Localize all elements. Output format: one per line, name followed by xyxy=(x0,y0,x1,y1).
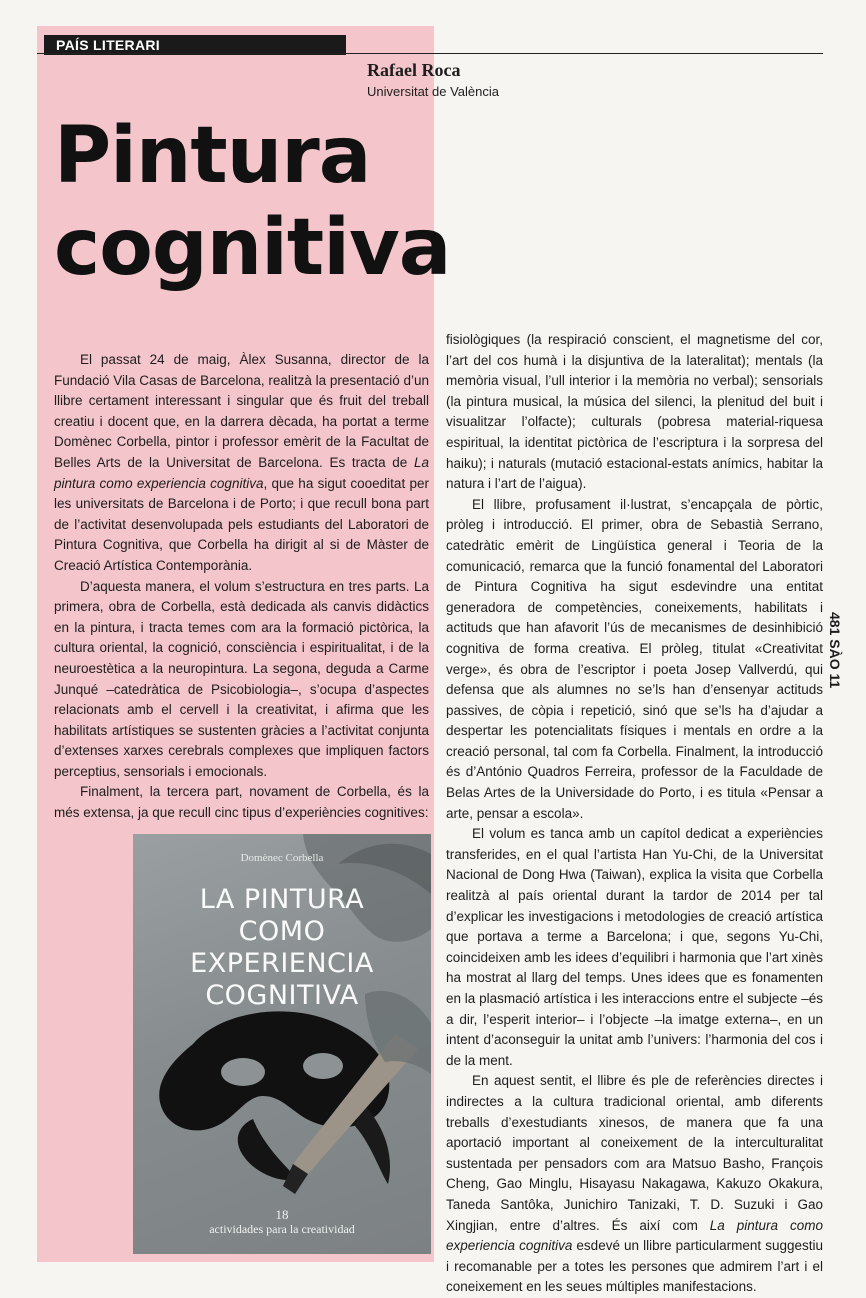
article-title xyxy=(54,110,450,294)
paragraph-text: esdevé un llibre particularment suggestiu i recomanable per a totes les persones que admirem l’art i el coneixement en les seues múltiples manifestacions. xyxy=(446,1238,823,1295)
body-paragraph xyxy=(446,1071,823,1298)
header-rule xyxy=(37,53,823,54)
paragraph-text: El llibre, profusament il·lustrat, s’encapçala de pòrtic, pròleg i introducció. El primer, obra de Sebastià Serrano, catedràtic emèrit de Lingüística general i Teoria de la comunicació, remarca que la funció fonamental del Laboratori de Pintura Cognitiva ha sigut esdevindre una entitat generadora de competències, coneixements, habilitats i actituds que han afavorit l’ús de mecanismes de desinhibició cognitiva de forma creativa. El pròleg, titulat «Creativitat verge», és obra de l’escriptor i poeta Josep Vallverdú, qui defensa que als alumnes no se’ls han d’ensenyar actituds passives, de còpia i repetició, sinó que se’ls ha d’ajudar a despertar les potencialitats físiques i mentals en ordre a la creació personal, tal com fa Corbella. Finalment, la introducció és d’António Quadros Ferreira, professor de la Faculdade de Belas Artes de la Universidade do Porto, i es titula «Pensar a arte, pensar a escola». xyxy=(446,496,823,821)
body-paragraph xyxy=(54,350,429,577)
book-title-line-2: COMO xyxy=(238,916,326,947)
book-title xyxy=(133,884,431,1012)
paragraph-text: D’aquesta manera, el volum s’estructura en tres parts. La primera, obra de Corbella, està dedicada als canvis didàctics en la pintura, i tracta temes com ara la formació pictòrica, la cultura oriental, la cognició, consciència i espiritualitat, i de la neuroestètica a la neuropintura. La segona, deguda a Carme Junqué –catedràtica de Psicobiologia–, s’ocupa d’aspectes relacionats amb el cervell i la creativitat, i afirma que les habilitats artístiques se sustenten gràcies a l’activitat conjunta d’extenses xarxes cerebrals complexes que impliquen factors perceptius, sensorials i emocionals. xyxy=(54,578,429,779)
book-title-reference: La pintura como experiencia cognitiva xyxy=(446,1217,823,1254)
paragraph-text: Finalment, la tercera part, novament de Corbella, és la més extensa, ja que recull cinc tipus d’experiències cognitives: xyxy=(54,784,429,821)
paragraph-text: , que ha sigut cooeditat per les universitats de Barcelona i de Porto; i que recull bona part de l’activitat desenvolupada pels estudiants del Laboratori de Pintura Cognitiva, que Corbella ha dirigit al si de Màster de Creació Artística Contemporània. xyxy=(54,475,429,573)
book-title-line-3: EXPERIENCIA xyxy=(190,948,374,979)
body-paragraph xyxy=(54,782,429,823)
body-paragraph xyxy=(446,824,823,1071)
section-label: PAÍS LITERARI xyxy=(44,35,346,55)
page-number: 481 SÀO 11 xyxy=(827,612,843,689)
book-title-line-4: COGNITIVA xyxy=(205,980,359,1011)
book-author: Domènec Corbella xyxy=(240,852,324,864)
title-line-1: Pintura xyxy=(54,111,371,201)
author-name: Rafael Roca xyxy=(367,60,461,80)
book-series-number: 18 xyxy=(275,1207,289,1222)
book-title-line-1: LA PINTURA xyxy=(199,884,365,915)
body-paragraph xyxy=(446,330,823,495)
paragraph-text: fisiològiques (la respiració conscient, el magnetisme del cor, l’art del cos humà i la disjuntiva de la lateralitat); mentals (la memòria visual, l’ull interior i la memòria no verbal); sensorials (la pintura musical, la música del silenci, la plenitud del buit i visualitzar l’olfacte); culturals (pobresa material-riquesa espiritual, la identitat pictòrica de l’escriptura i la sorpresa del haiku); i naturals (mutació estacional-estats anímics, habitar la natura i l’art de l’aigua). xyxy=(446,332,823,492)
author-affiliation: Universitat de València xyxy=(367,84,499,99)
book-cover-image xyxy=(133,834,431,1254)
right-column xyxy=(446,330,823,1298)
title-line-2: cognitiva xyxy=(54,203,451,293)
paragraph-text: En aquest sentit, el llibre és ple de referències directes i indirectes a la cultura tradicional oriental, amb diferents treballs d’exestudiants xinesos, de manera que fa una aportació important al coneixement de la interculturalitat sustentada per pensadors com ara Matsuo Basho, François Cheng, Gao Minglu, Hisayasu Nakagawa, Kakuzo Okakura, Taneda Santôka, Junichiro Tanizaki, T. D. Suzuki i Gao Xingjian, entre d’altres. És així com xyxy=(446,1073,823,1233)
body-paragraph xyxy=(54,577,429,783)
book-title-reference: La pintura como experiencia cognitiva xyxy=(54,454,429,491)
paragraph-text: El volum es tanca amb un capítol dedicat a experiències transferides, en el qual l’artista Han Yu-Chi, de la Universitat Nacional de Dong Hwa (Taiwan), explica la visita que Corbella realitzà al país oriental durant la tardor de 2014 per tal d’explicar les investigacions i metodologies de creació artística que portava a terme a Barcelona; i que, segons Yu-Chi, coincideixen amb les idees d’equilibri i harmonia que l’art xinès ha mostrat al llarg del temps. Unes idees que es fonamenten en la plasmació artística i les interaccions entre el subjecte –és a dir, l’esperit interior– i l’objecte –la imatge externa–, en un intent d’aconseguir la unitat amb l’univers: l’harmonia del cos i de la ment. xyxy=(446,826,823,1068)
paragraph-text: El passat 24 de maig, Àlex Susanna, director de la Fundació Vila Casas de Barcelona, realitzà la presentació d’un llibre certament interessant i singular que és fruit del treball creatiu i docent que, en la darrera dècada, ha portat a terme Domènec Corbella, pintor i professor emèrit de la Facultat de Belles Arts de la Universitat de Barcelona. Es tracta de xyxy=(54,352,429,470)
body-paragraph xyxy=(446,495,823,825)
left-column xyxy=(54,350,429,824)
book-series-name: actividades para la creatividad xyxy=(209,1222,355,1236)
